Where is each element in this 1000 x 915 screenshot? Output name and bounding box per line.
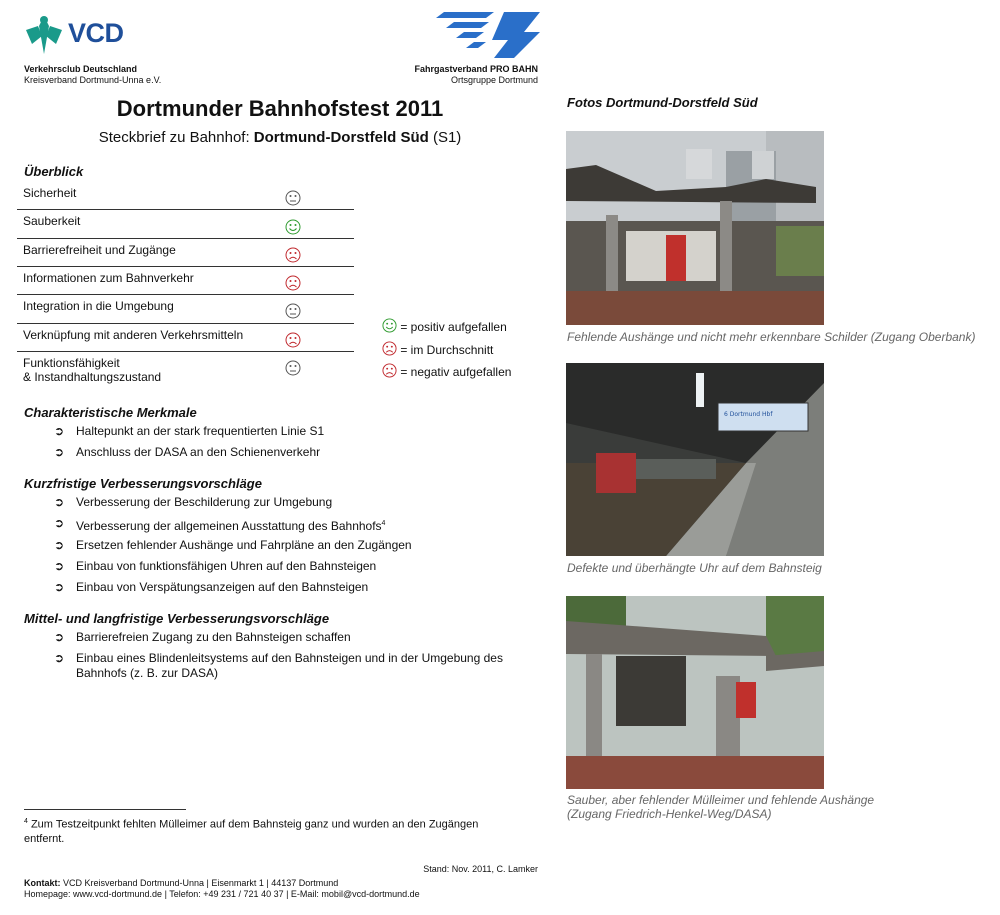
footnote-divider	[24, 809, 186, 810]
overview-row	[17, 295, 354, 324]
list-item-text: Einbau eines Blindenleitsystems auf den Bahnsteigen und in der Umgebung des Bahnhofs (z. B. zur DASA)	[76, 651, 503, 680]
neutral-face-icon	[285, 303, 301, 319]
vcd-logo	[24, 14, 144, 56]
happy-face-icon	[285, 219, 301, 235]
platform-sign-text: 6 Dortmund Hbf	[724, 411, 773, 418]
overview-label: Barrierefreiheit und Zugänge	[23, 243, 176, 257]
features-heading: Charakteristische Merkmale	[24, 405, 197, 420]
long-term-heading: Mittel- und langfristige Verbesserungsvorschläge	[24, 611, 330, 626]
overview-label-line2: & Instandhaltungszustand	[23, 370, 162, 384]
sad-face-icon	[382, 343, 397, 357]
happy-face-icon	[382, 320, 397, 334]
legend-negative-label: = negativ aufgefallen	[400, 365, 512, 379]
legend-negative	[382, 363, 511, 379]
station-photo-3	[566, 596, 824, 789]
arrow-bullet-icon: ➲	[54, 630, 65, 644]
overview-label: Integration in die Umgebung	[23, 299, 174, 313]
vcd-org-sub: Kreisverband Dortmund-Unna e.V.	[24, 75, 162, 85]
arrow-bullet-icon: ➲	[54, 495, 65, 509]
list-item-text: Haltepunkt an der stark frequentierten Linie S1	[76, 424, 325, 438]
overview-label: Verknüpfung mit anderen Verkehrsmitteln	[23, 328, 244, 342]
vcd-logo-text: VCD	[68, 18, 124, 48]
footnote-ref: 4	[381, 520, 386, 527]
overview-row	[17, 324, 354, 352]
contact-address: VCD Kreisverband Dortmund-Unna | Eisenmarkt 1 | 44137 Dortmund	[60, 878, 339, 888]
photo-caption-1: Fehlende Aushänge und nicht mehr erkennbare Schilder (Zugang Oberbank)	[567, 330, 976, 344]
legend-neutral	[382, 341, 493, 357]
short-term-heading: Kurzfristige Verbesserungsvorschläge	[24, 476, 262, 491]
probahn-org-name: Fahrgastverband PRO BAHN	[414, 64, 538, 74]
page-subtitle	[24, 129, 536, 146]
neutral-face-icon	[285, 190, 301, 206]
legend-positive-label: = positiv aufgefallen	[400, 320, 507, 334]
probahn-logo	[434, 12, 540, 58]
sad-face-icon	[382, 365, 397, 379]
arrow-bullet-icon: ➲	[54, 580, 65, 594]
list-item-text	[76, 516, 531, 534]
list-item-text: Anschluss der DASA an den Schienenverkehr	[76, 445, 321, 459]
neutral-face-icon	[285, 360, 301, 376]
overview-label: Informationen zum Bahnverkehr	[23, 271, 194, 285]
overview-label: Sicherheit	[23, 186, 77, 200]
arrow-bullet-icon: ➲	[54, 516, 65, 530]
probahn-org-sub: Ortsgruppe Dortmund	[450, 75, 538, 85]
overview-row	[17, 210, 354, 239]
arrow-bullet-icon: ➲	[54, 651, 65, 665]
arrow-bullet-icon: ➲	[54, 424, 65, 438]
stand-note: Stand: Nov. 2011, C. Lamker	[423, 864, 538, 874]
overview-row	[17, 183, 354, 210]
photo-caption-2: Defekte und überhängte Uhr auf dem Bahnsteig	[567, 561, 822, 575]
photos-heading: Fotos Dortmund-Dorstfeld Süd	[567, 95, 758, 110]
list-item-text: Ersetzen fehlender Aushänge und Fahrpläne an den Zugängen	[76, 538, 412, 552]
list-item-text-main: Verbesserung der allgemeinen Ausstattung des Bahnhofs	[76, 519, 382, 533]
station-photo-2	[566, 363, 824, 556]
legend-positive	[382, 318, 507, 334]
station-photo-1	[566, 131, 824, 325]
arrow-bullet-icon: ➲	[54, 559, 65, 573]
overview-heading: Überblick	[24, 164, 84, 179]
footnote-mark: 4	[24, 818, 28, 825]
contact-label: Kontakt:	[24, 878, 61, 888]
list-item-text: Verbesserung der Beschilderung zur Umgebung	[76, 495, 333, 509]
overview-row	[17, 352, 354, 388]
footnote-text: Zum Testzeitpunkt fehlten Mülleimer auf dem Bahnsteig ganz und wurden an den Zugängen entfernt.	[24, 818, 479, 845]
contact-line2: Homepage: www.vcd-dortmund.de | Telefon: +49 231 / 721 40 37 | E-Mail: mobil@vcd-dortmund.de	[24, 889, 420, 899]
vcd-org-name: Verkehrsclub Deutschland	[24, 64, 138, 74]
list-item-text: Barrierefreien Zugang zu den Bahnsteigen schaffen	[76, 630, 351, 644]
list-item-text: Einbau von funktionsfähigen Uhren auf den Bahnsteigen	[76, 559, 377, 573]
subtitle-prefix: Steckbrief zu Bahnhof:	[98, 129, 254, 146]
list-item-text: Einbau von Verspätungsanzeigen auf den Bahnsteigen	[76, 580, 369, 594]
contact-line1	[24, 878, 338, 889]
arrow-bullet-icon: ➲	[54, 538, 65, 552]
overview-label: Sauberkeit	[23, 214, 81, 228]
sad-face-icon	[285, 332, 301, 348]
page-title: Dortmunder Bahnhofstest 2011	[116, 96, 444, 121]
legend-neutral-label: = im Durchschnitt	[400, 343, 494, 357]
sad-face-icon	[285, 247, 301, 263]
overview-row	[17, 239, 354, 267]
overview-row	[17, 267, 354, 295]
subtitle-line: (S1)	[428, 129, 462, 146]
sad-face-icon	[285, 275, 301, 291]
overview-label-line1: Funktionsfähigkeit	[23, 356, 120, 370]
photo-caption-4: (Zugang Friedrich-Henkel-Weg/DASA)	[567, 807, 772, 821]
footnote	[24, 815, 504, 846]
photo-caption-3: Sauber, aber fehlender Mülleimer und fehlende Aushänge	[567, 793, 875, 807]
subtitle-station: Dortmund-Dorstfeld Süd	[253, 129, 429, 146]
arrow-bullet-icon: ➲	[54, 445, 65, 459]
